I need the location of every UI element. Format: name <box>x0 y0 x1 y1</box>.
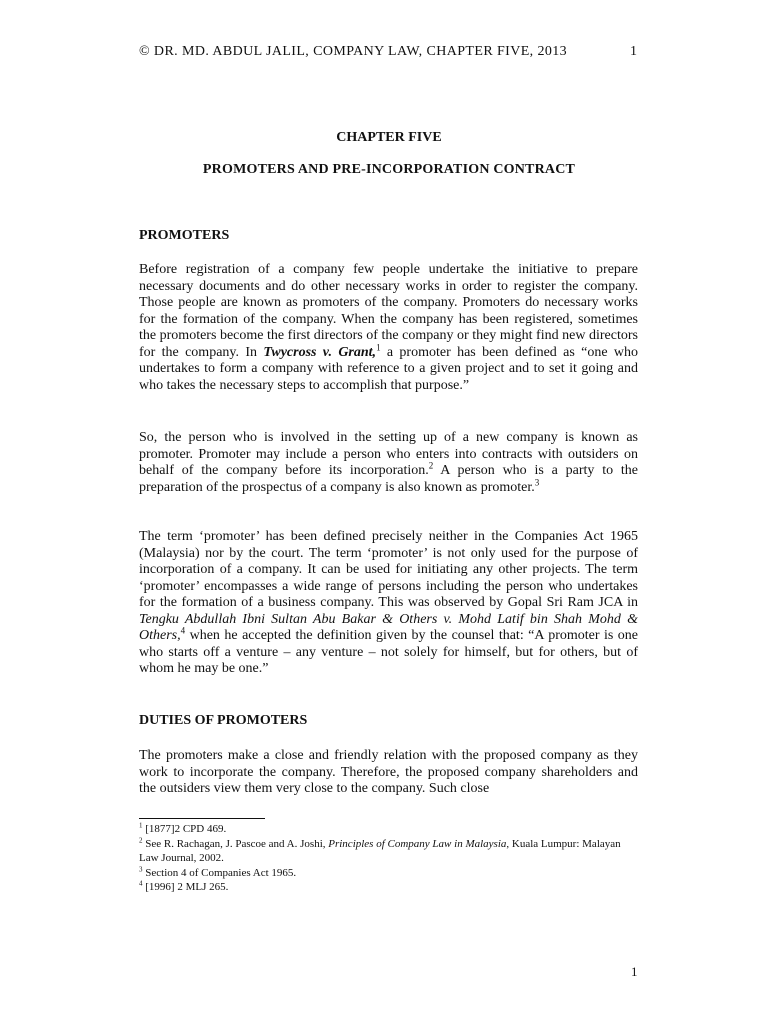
footnote-text: Section 4 of Companies Act 1965. <box>142 866 297 879</box>
case-citation: Tengku Abdullah Ibni Sultan Abu Bakar & Others v. Mohd Latif bin Shah Mohd & Others, <box>139 611 638 643</box>
footnote-1 <box>139 822 638 837</box>
paragraph-promoters-2 <box>139 430 638 496</box>
text-run: when he accepted the definition given by the counsel that: “A promoter is one who starts off a venture – any venture – not solely for himself, but for others, but of whom he may be one.” <box>139 628 638 676</box>
footnote-number: 2 <box>139 835 143 844</box>
footnote-ref: 1 <box>376 341 381 352</box>
footnote-text: [1877]2 CPD 469. <box>142 823 227 835</box>
chapter-subtitle: PROMOTERS AND PRE-INCORPORATION CONTRACT <box>202 162 576 177</box>
section-heading-promoters: PROMOTERS <box>139 228 230 243</box>
text-run: A person who is a party to the preparation of the prospectus of a company is also known as promoter. <box>139 463 639 495</box>
text-run: a promoter has been defined as “one who undertakes to form a company with reference to a given project and to set it going and who takes the necessary steps to accomplish that purpose.” <box>139 344 638 393</box>
paragraph-duties-1: The promoters make a close and friendly relation with the proposed company as they work to incorporate the company. Therefore, the proposed company shareholders and the outsiders view them very close to the company. Such close <box>139 748 638 796</box>
footnote-ref: 3 <box>534 476 540 487</box>
text-run: The term ‘promoter’ has been defined precisely neither in the Companies Act 1965 (Malaysia) nor by the court. The term ‘promoter’ is not only used for the purpose of incorporation of a company. It can be used for initiating any other projects. The term ‘promoter’ encompasses a wide range of persons including the person who undertakes for the formation of a business company. This was observed by Gopal Sri Ram JCA in <box>139 529 638 610</box>
footnote-ref: 2 <box>428 460 434 471</box>
case-citation: Twycross v. Grant, <box>263 344 377 360</box>
text-run: Before registration of a company few people undertake the initiative to prepare necessary documents and do other necessary works in order to register the company. Those people are known as promoters of the company. Promoters do necessary works for the formation of the company. When the company has been registered, sometimes the promoters become the first directors of the company or they might find new directors for the company. In <box>139 262 638 360</box>
header-page-number: 1 <box>630 44 637 59</box>
paragraph-promoters-3 <box>139 529 638 678</box>
footnote-number: 3 <box>139 864 143 873</box>
footnote-text: See R. Rachagan, J. Pascoe and A. Joshi, <box>142 837 329 850</box>
footnote-divider <box>139 818 265 819</box>
running-header: © DR. MD. ABDUL JALIL, COMPANY LAW, CHAPTER FIVE, 2013 <box>139 44 568 59</box>
footnote-4 <box>139 880 638 895</box>
footnote-2 <box>139 837 638 866</box>
footer-page-number: 1 <box>631 964 638 979</box>
footnote-3 <box>139 866 638 881</box>
footnotes <box>139 822 638 895</box>
paragraph-promoters-1 <box>139 262 638 394</box>
section-heading-duties: DUTIES OF PROMOTERS <box>139 713 308 728</box>
book-title: Principles of Company Law in Malaysia <box>328 837 507 850</box>
footnote-number: 1 <box>139 821 143 830</box>
footnote-number: 4 <box>139 879 143 888</box>
footnote-ref: 4 <box>180 625 186 636</box>
text-run: So, the person who is involved in the setting up of a new company is known as promoter. Promoter may include a person who enters into contracts with outsiders on behalf of the company before its incorporation. <box>139 430 638 478</box>
footnote-text: , Kuala Lumpur: Malayan Law Journal, 2002. <box>139 837 621 864</box>
chapter-title: CHAPTER FIVE <box>336 130 442 145</box>
footnote-text: [1996] 2 MLJ 265. <box>142 881 229 893</box>
